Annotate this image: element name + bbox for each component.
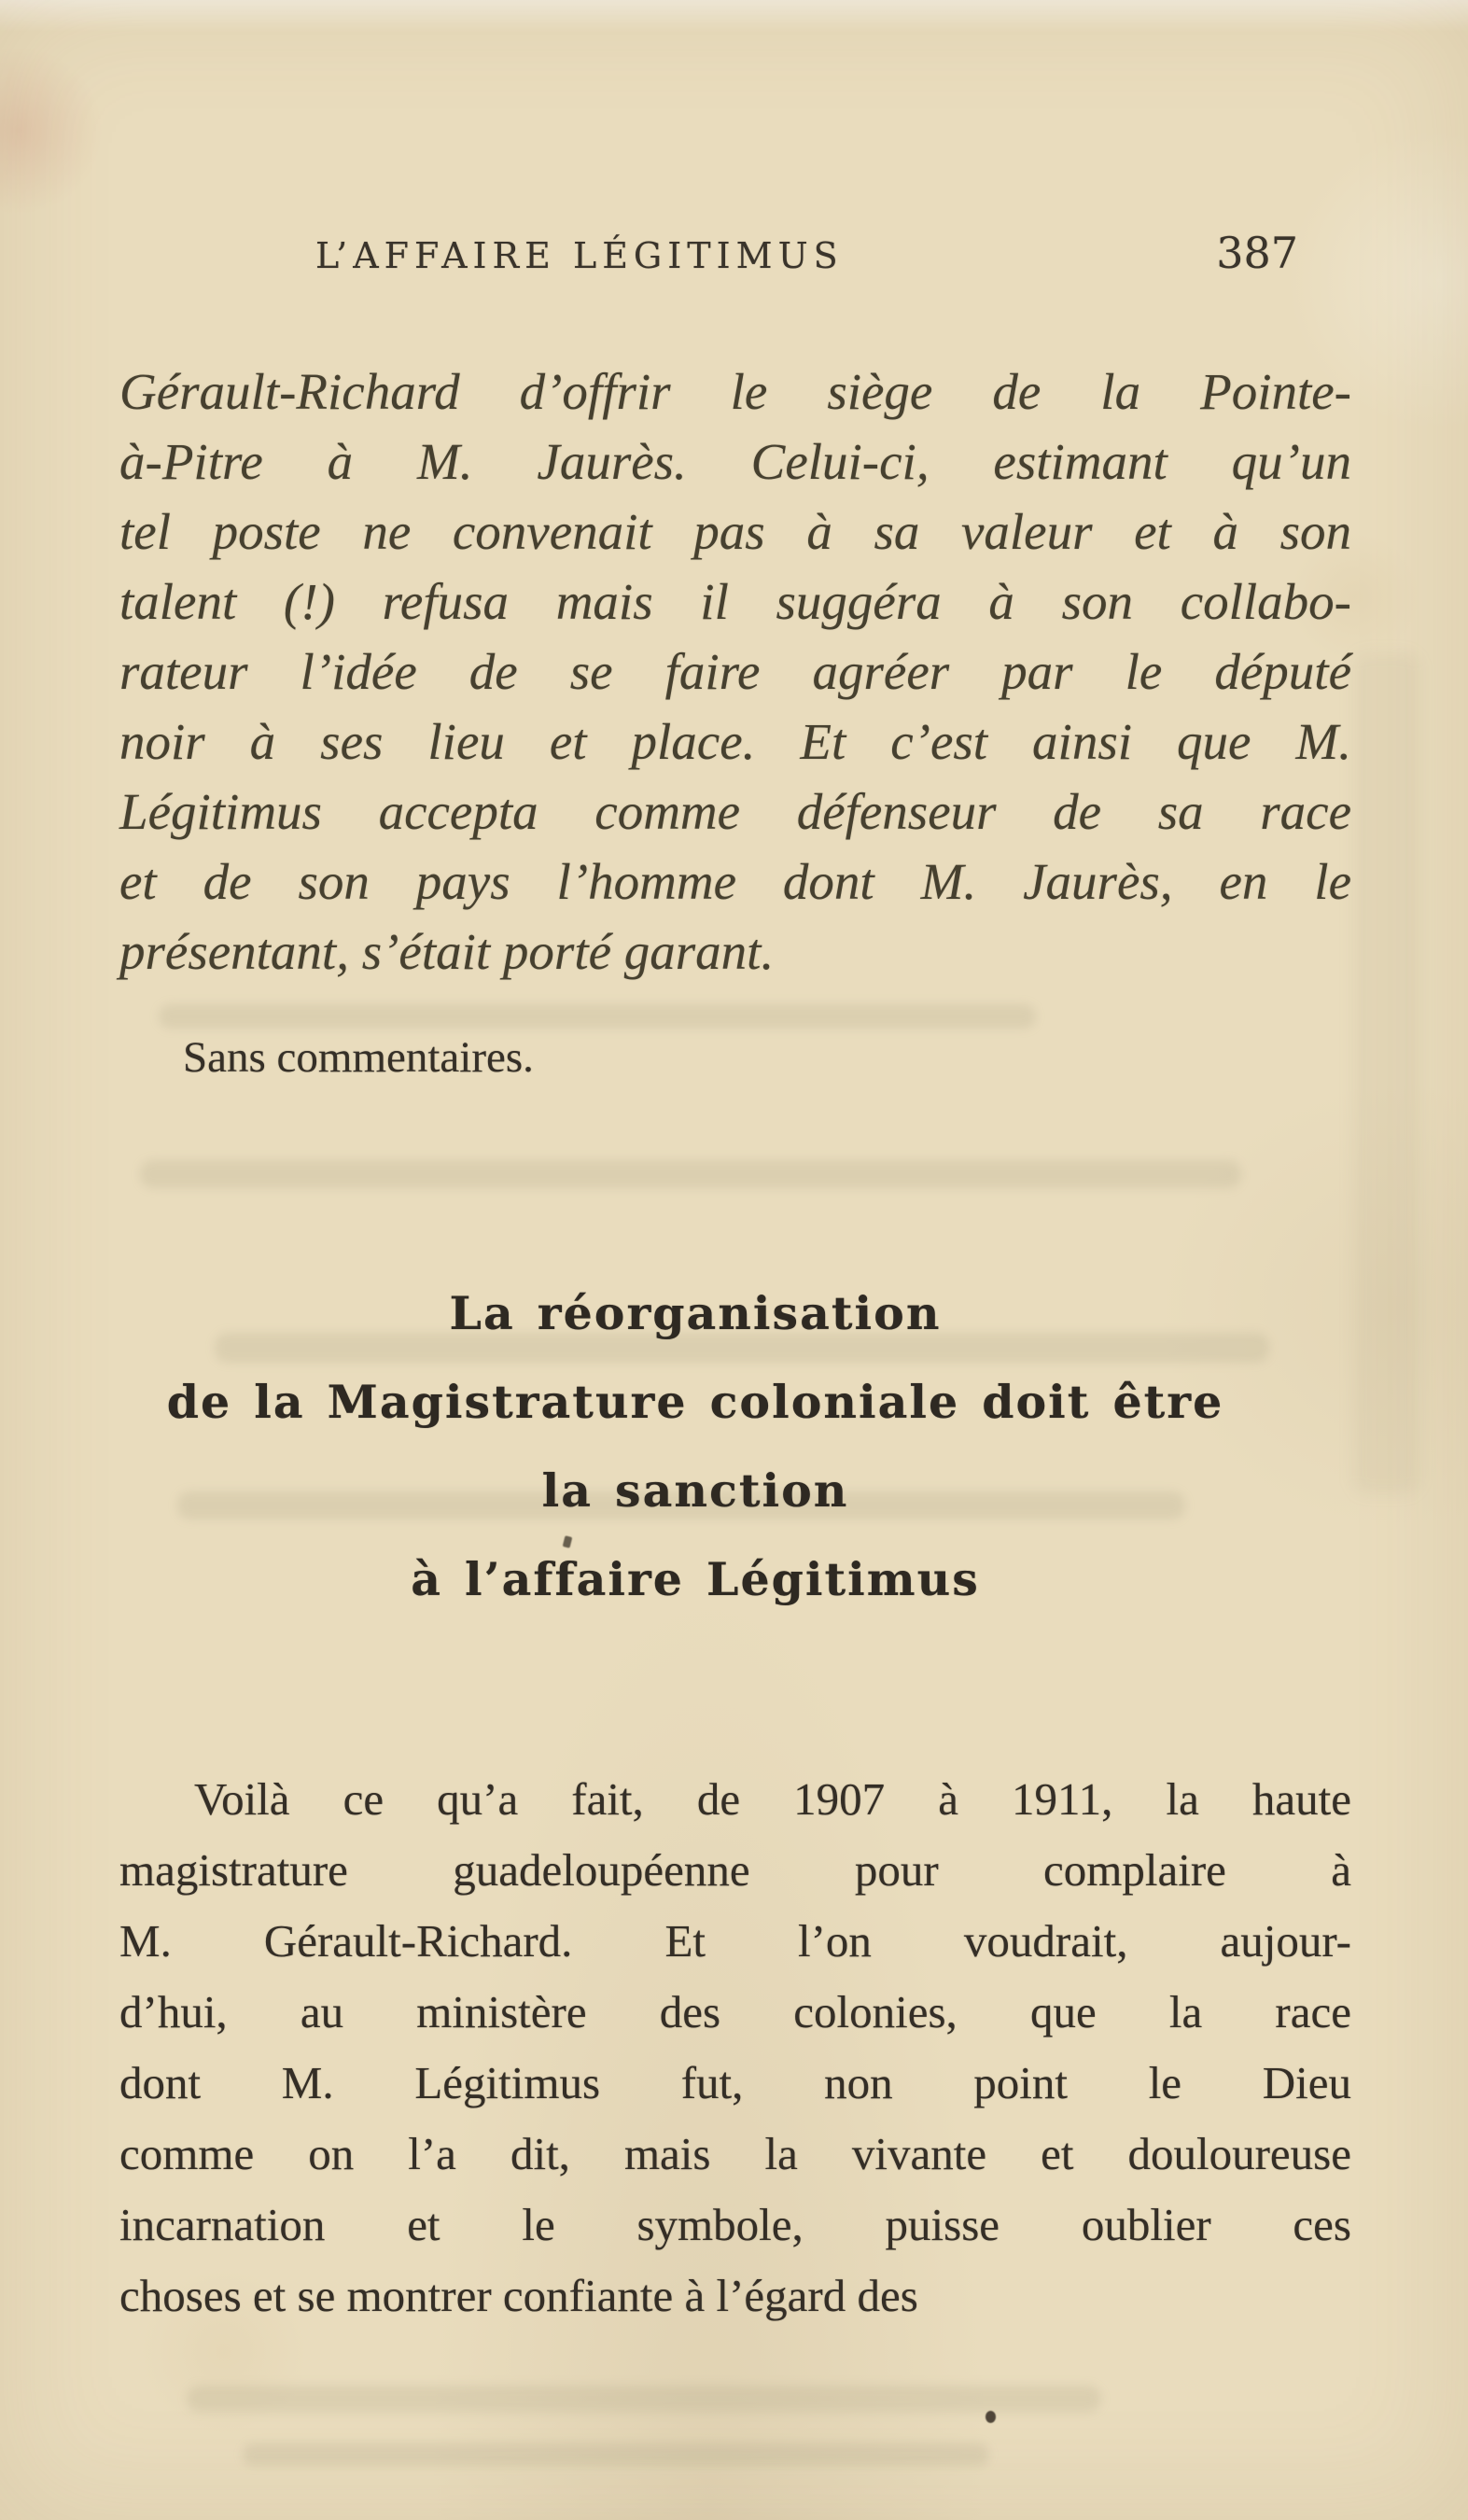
text-line: M. Gérault-Richard. Et l’on voudrait, aujour- bbox=[119, 1915, 1351, 1967]
text-line: incarnation et le symbole, puisse oublier ces bbox=[119, 2199, 1351, 2250]
text-line: noir à ses lieu et place. Et c’est ainsi que M. bbox=[119, 713, 1351, 770]
running-header-title: L’AFFAIRE LÉGITIMUS bbox=[315, 235, 844, 276]
text-line: choses et se montrer confiante à l’égard des bbox=[119, 2270, 918, 2321]
heading-line: la sanction bbox=[541, 1463, 849, 1518]
text-line: d’hui, au ministère des colonies, que la race bbox=[119, 1986, 1351, 2037]
show-through-smudge bbox=[140, 1160, 1241, 1188]
show-through-smudge bbox=[159, 1004, 1036, 1029]
text-line: talent (!) refusa mais il suggéra à son collabo- bbox=[119, 573, 1351, 630]
heading-line: La réorganisation bbox=[449, 1286, 942, 1340]
body-paragraph bbox=[119, 1764, 1351, 2331]
show-through-smudge bbox=[243, 2443, 989, 2466]
margin-smudge bbox=[1353, 653, 1419, 1493]
text-line: et de son pays l’homme dont M. Jaurès, en le bbox=[119, 853, 1351, 910]
text-line: tel poste ne convenait pas à sa valeur et à son bbox=[119, 503, 1351, 560]
text-line: Légitimus accepta comme défenseur de sa race bbox=[119, 783, 1351, 840]
text-line: comme on l’a dit, mais la vivante et douloureuse bbox=[119, 2128, 1351, 2179]
text-line: à-Pitre à M. Jaurès. Celui-ci, estimant qu’un bbox=[119, 433, 1351, 490]
page-number: 387 bbox=[1216, 228, 1298, 278]
text-line: Gérault-Richard d’offrir le siège de la Pointe- bbox=[119, 363, 1351, 420]
text-line: magistrature guadeloupéenne pour complaire à bbox=[119, 1844, 1351, 1896]
text-line: présentant, s’était porté garant. bbox=[119, 923, 775, 980]
aside-remark: Sans commentaires. bbox=[183, 1033, 534, 1082]
heading-line: à l’affaire Légitimus bbox=[411, 1552, 980, 1606]
ink-spot bbox=[986, 2411, 996, 2423]
show-through-smudge bbox=[187, 2386, 1101, 2412]
quoted-passage bbox=[119, 357, 1351, 987]
text-line: dont M. Légitimus fut, non point le Dieu bbox=[119, 2057, 1351, 2108]
text-line: rateur l’idée de se faire agréer par le député bbox=[119, 643, 1351, 700]
heading-line: de la Magistrature coloniale doit être bbox=[166, 1375, 1224, 1429]
text-line: Voilà ce qu’a fait, de 1907 à 1911, la haute bbox=[194, 1773, 1351, 1825]
section-heading bbox=[121, 1286, 1269, 1641]
